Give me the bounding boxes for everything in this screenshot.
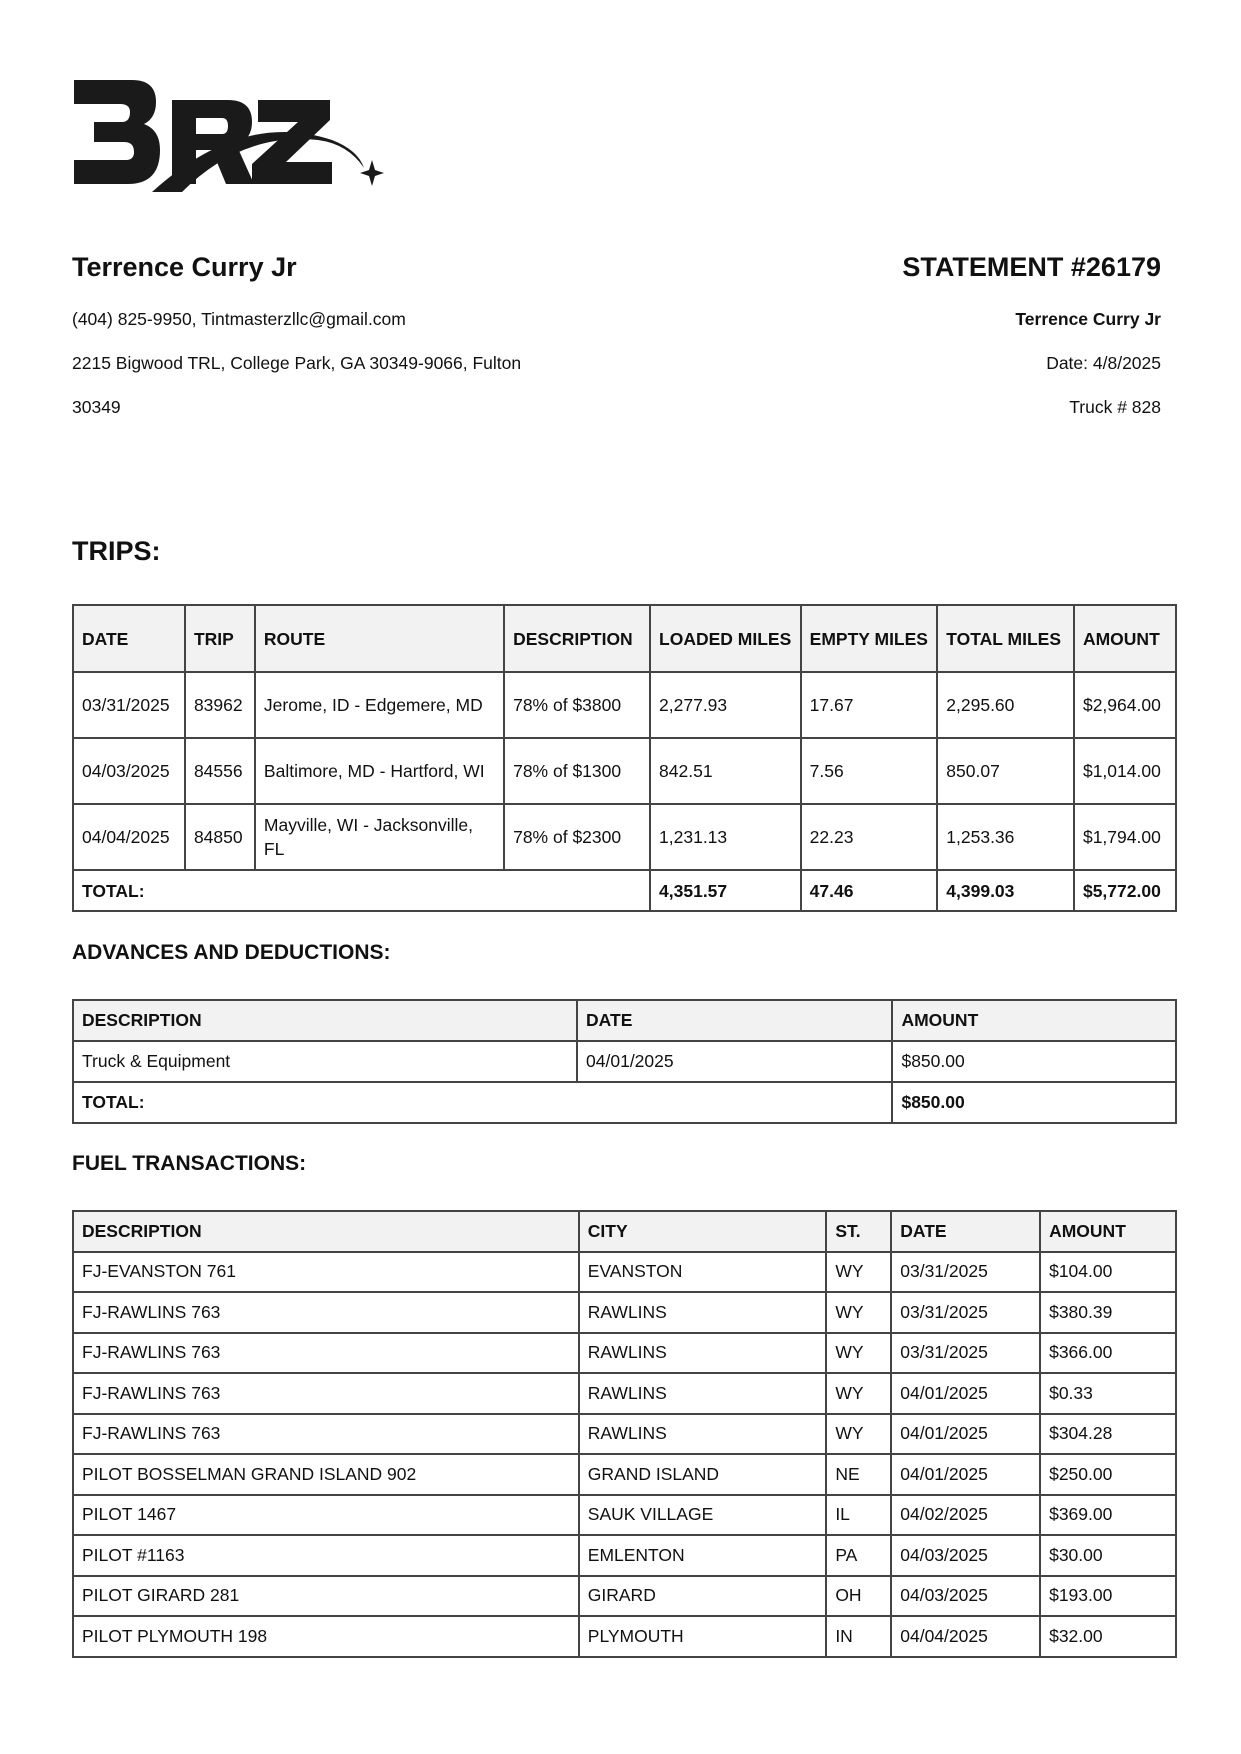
fuel-description: PILOT GIRARD 281 — [73, 1576, 579, 1617]
fuel-state: IN — [826, 1616, 891, 1657]
fuel-description: PILOT PLYMOUTH 198 — [73, 1616, 579, 1657]
col-route: ROUTE — [255, 605, 504, 672]
fuel-date: 04/01/2025 — [891, 1373, 1040, 1414]
trip-description: 78% of $1300 — [504, 738, 650, 804]
trip-number: 84850 — [185, 804, 255, 870]
sender-block — [72, 250, 632, 440]
fuel-city: RAWLINS — [579, 1292, 827, 1333]
col-empty-miles: EMPTY MILES — [801, 605, 938, 672]
fuel-amount: $366.00 — [1040, 1333, 1176, 1374]
fuel-date: 04/04/2025 — [891, 1616, 1040, 1657]
col-date: DATE — [891, 1211, 1040, 1252]
fuel-state: WY — [826, 1373, 891, 1414]
trips-header-row — [73, 605, 1176, 672]
fuel-state: WY — [826, 1333, 891, 1374]
fuel-date: 04/03/2025 — [891, 1535, 1040, 1576]
fuel-amount: $32.00 — [1040, 1616, 1176, 1657]
fuel-description: FJ-RAWLINS 763 — [73, 1414, 579, 1455]
fuel-amount: $193.00 — [1040, 1576, 1176, 1617]
col-loaded-miles: LOADED MILES — [650, 605, 801, 672]
trips-total-label: TOTAL: — [73, 870, 650, 911]
fuel-city: RAWLINS — [579, 1333, 827, 1374]
table-row — [73, 804, 1176, 870]
fuel-state: NE — [826, 1454, 891, 1495]
col-description: DESCRIPTION — [73, 1211, 579, 1252]
trips-table — [72, 604, 1177, 912]
fuel-state: PA — [826, 1535, 891, 1576]
col-date: DATE — [73, 605, 185, 672]
fuel-city: GRAND ISLAND — [579, 1454, 827, 1495]
fuel-description: FJ-RAWLINS 763 — [73, 1292, 579, 1333]
advance-amount: $850.00 — [892, 1041, 1176, 1082]
trip-amount: $1,014.00 — [1074, 738, 1176, 804]
col-description: DESCRIPTION — [504, 605, 650, 672]
fuel-amount: $304.28 — [1040, 1414, 1176, 1455]
trip-total: 850.07 — [937, 738, 1074, 804]
trip-date: 04/04/2025 — [73, 804, 185, 870]
fuel-state: WY — [826, 1292, 891, 1333]
trip-amount: $2,964.00 — [1074, 672, 1176, 738]
statement-truck: Truck # 828 — [1069, 397, 1161, 417]
fuel-amount: $104.00 — [1040, 1252, 1176, 1293]
fuel-city: SAUK VILLAGE — [579, 1495, 827, 1536]
sender-address-line2: 30349 — [72, 397, 121, 417]
fuel-city: EVANSTON — [579, 1252, 827, 1293]
statement-recipient: Terrence Curry Jr — [1015, 309, 1161, 329]
trip-loaded: 1,231.13 — [650, 804, 801, 870]
fuel-amount: $0.33 — [1040, 1373, 1176, 1414]
trips-title: TRIPS: — [72, 536, 161, 566]
trip-empty: 22.23 — [801, 804, 938, 870]
trip-total: 1,253.36 — [937, 804, 1074, 870]
fuel-date: 03/31/2025 — [891, 1333, 1040, 1374]
col-amount: AMOUNT — [1074, 605, 1176, 672]
fuel-amount: $380.39 — [1040, 1292, 1176, 1333]
table-row — [73, 1333, 1176, 1374]
statement-date: Date: 4/8/2025 — [1046, 353, 1161, 373]
col-description: DESCRIPTION — [73, 1000, 577, 1041]
table-row — [73, 1414, 1176, 1455]
trips-total-amount: $5,772.00 — [1074, 870, 1176, 911]
col-amount: AMOUNT — [1040, 1211, 1176, 1252]
fuel-city: RAWLINS — [579, 1414, 827, 1455]
fuel-city: GIRARD — [579, 1576, 827, 1617]
advances-header-row — [73, 1000, 1176, 1041]
table-row — [73, 1616, 1176, 1657]
table-row — [73, 1576, 1176, 1617]
fuel-date: 04/01/2025 — [891, 1414, 1040, 1455]
trip-total: 2,295.60 — [937, 672, 1074, 738]
sender-name: Terrence Curry Jr — [72, 252, 297, 282]
table-row — [73, 672, 1176, 738]
fuel-date: 04/03/2025 — [891, 1576, 1040, 1617]
trip-amount: $1,794.00 — [1074, 804, 1176, 870]
fuel-table — [72, 1210, 1177, 1658]
fuel-date: 03/31/2025 — [891, 1252, 1040, 1293]
fuel-state: IL — [826, 1495, 891, 1536]
statement-block — [741, 250, 1161, 440]
trip-description: 78% of $2300 — [504, 804, 650, 870]
brz-logo — [72, 80, 392, 192]
fuel-city: PLYMOUTH — [579, 1616, 827, 1657]
trip-empty: 17.67 — [801, 672, 938, 738]
trip-route: Baltimore, MD - Hartford, WI — [255, 738, 504, 804]
trips-total-empty: 47.46 — [801, 870, 938, 911]
fuel-state: OH — [826, 1576, 891, 1617]
col-date: DATE — [577, 1000, 892, 1041]
table-row — [73, 1495, 1176, 1536]
fuel-description: PILOT #1163 — [73, 1535, 579, 1576]
advances-table — [72, 999, 1177, 1124]
table-row — [73, 1252, 1176, 1293]
fuel-date: 04/02/2025 — [891, 1495, 1040, 1536]
sender-address-line1: 2215 Bigwood TRL, College Park, GA 30349-9066, Fulton — [72, 353, 522, 373]
table-row — [73, 1041, 1176, 1082]
advance-description: Truck & Equipment — [73, 1041, 577, 1082]
trip-loaded: 842.51 — [650, 738, 801, 804]
table-row — [73, 1454, 1176, 1495]
trip-number: 84556 — [185, 738, 255, 804]
trip-date: 03/31/2025 — [73, 672, 185, 738]
table-row — [73, 738, 1176, 804]
fuel-title: FUEL TRANSACTIONS: — [72, 1152, 307, 1175]
table-row — [73, 1373, 1176, 1414]
fuel-city: EMLENTON — [579, 1535, 827, 1576]
trip-route: Mayville, WI - Jacksonville, FL — [255, 804, 504, 870]
col-amount: AMOUNT — [892, 1000, 1176, 1041]
sender-contact: (404) 825-9950, Tintmasterzllc@gmail.com — [72, 309, 406, 329]
fuel-amount: $369.00 — [1040, 1495, 1176, 1536]
fuel-description: FJ-RAWLINS 763 — [73, 1333, 579, 1374]
table-row — [73, 1535, 1176, 1576]
trip-description: 78% of $3800 — [504, 672, 650, 738]
brz-logo-mark — [72, 80, 392, 192]
advances-total-label: TOTAL: — [73, 1082, 892, 1123]
advances-total-amount: $850.00 — [892, 1082, 1176, 1123]
statement-title: STATEMENT #26179 — [902, 252, 1161, 282]
fuel-description: FJ-EVANSTON 761 — [73, 1252, 579, 1293]
advances-total-row — [73, 1082, 1176, 1123]
col-state: ST. — [826, 1211, 891, 1252]
table-row — [73, 1292, 1176, 1333]
fuel-city: RAWLINS — [579, 1373, 827, 1414]
fuel-date: 04/01/2025 — [891, 1454, 1040, 1495]
fuel-description: PILOT 1467 — [73, 1495, 579, 1536]
fuel-state: WY — [826, 1252, 891, 1293]
fuel-description: PILOT BOSSELMAN GRAND ISLAND 902 — [73, 1454, 579, 1495]
fuel-amount: $250.00 — [1040, 1454, 1176, 1495]
trips-total-loaded: 4,351.57 — [650, 870, 801, 911]
fuel-header-row — [73, 1211, 1176, 1252]
fuel-state: WY — [826, 1414, 891, 1455]
advance-date: 04/01/2025 — [577, 1041, 892, 1082]
trips-total-miles: 4,399.03 — [937, 870, 1074, 911]
fuel-description: FJ-RAWLINS 763 — [73, 1373, 579, 1414]
trip-route: Jerome, ID - Edgemere, MD — [255, 672, 504, 738]
trip-loaded: 2,277.93 — [650, 672, 801, 738]
trip-date: 04/03/2025 — [73, 738, 185, 804]
fuel-date: 03/31/2025 — [891, 1292, 1040, 1333]
trip-empty: 7.56 — [801, 738, 938, 804]
fuel-amount: $30.00 — [1040, 1535, 1176, 1576]
col-total-miles: TOTAL MILES — [937, 605, 1074, 672]
trip-number: 83962 — [185, 672, 255, 738]
advances-title: ADVANCES AND DEDUCTIONS: — [72, 941, 391, 964]
col-trip: TRIP — [185, 605, 255, 672]
col-city: CITY — [579, 1211, 827, 1252]
trips-total-row — [73, 870, 1176, 911]
